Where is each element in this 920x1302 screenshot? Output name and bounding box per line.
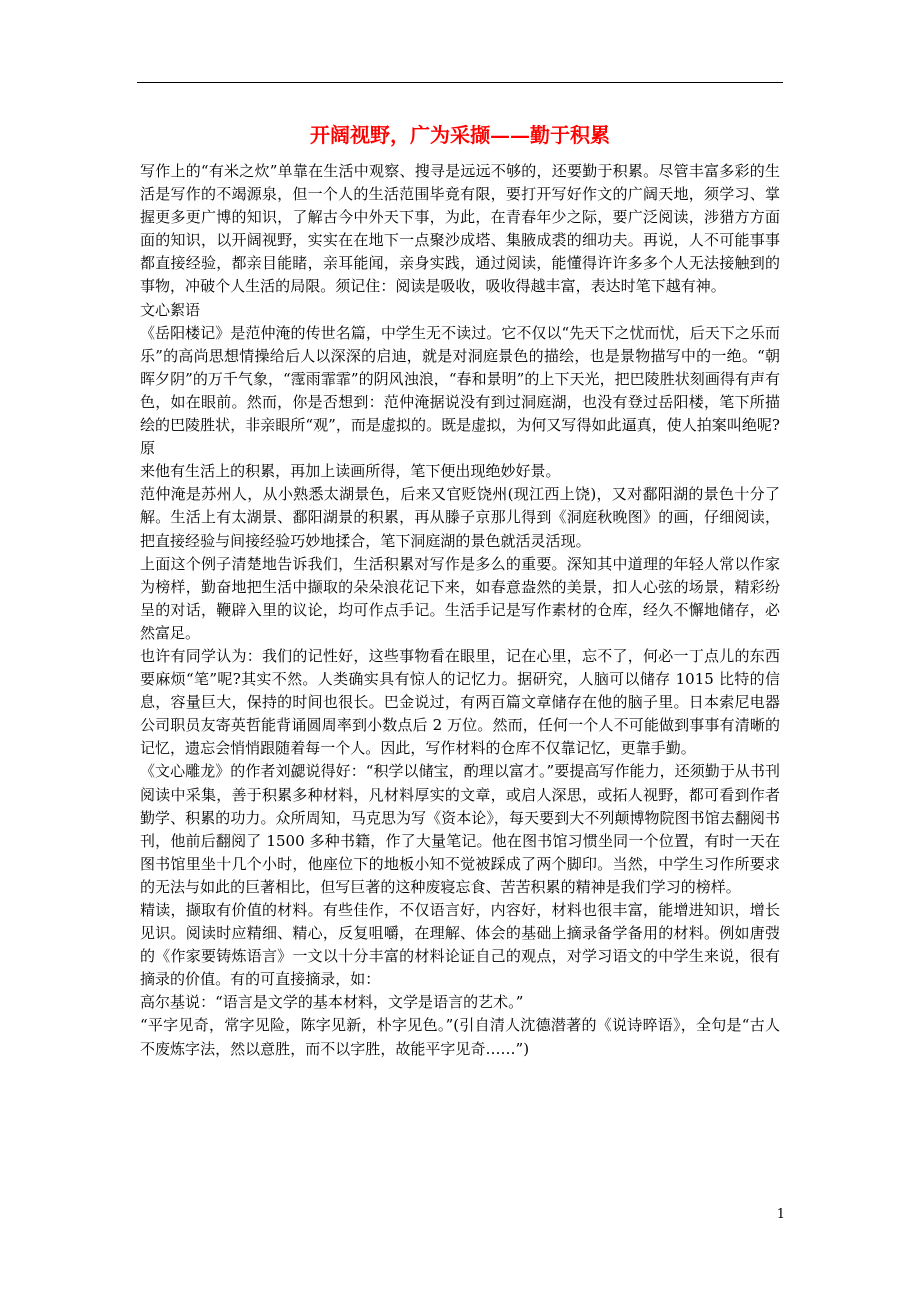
paragraph-example-lesson: 上面这个例子清楚地告诉我们，生活积累对写作是多么的重要。深知其中道理的年轻人常以作家为榜样，勤奋地把生活中撷取的朵朵浪花记下来，如春意盎然的美景，扣人心弦的场景，精彩纷呈的对话，鞭辟入里的议论，均可作点手记。生活手记是写作素材的仓库，经久不懈地储存，必然富足。 <box>140 554 780 642</box>
paragraph-yueyanglou: 《岳阳楼记》是范仲淹的传世名篇，中学生无不读过。它不仅以“先天下之忧而忧，后天下之乐而乐”的高尚思想情操给后人以深深的启迪，就是对洞庭景色的描绘，也是景物描写中的一绝。“朝晖夕阴”的万千气象，“霪雨霏霏”的阴风浊浪，“春和景明”的上下天光，把巴陵胜状刻画得有声有色，如在眼前。然而，你是否想到：范仲淹据说没有到过洞庭湖，也没有登过岳阳楼，笔下所描绘的巴陵胜状，非亲眼所“观”，而是虚拟的。既是虚拟，为何又写得如此逼真，使人拍案叫绝呢?原 <box>140 323 780 458</box>
paragraph-gorky-quote: 高尔基说：“语言是文学的基本材料，文学是语言的艺术。” <box>140 993 524 1012</box>
paragraph-final-quote: “平字见奇，常字见险，陈字见新，朴字见色。”(引自清人沈德潜著的《说诗晬语》，全句是“古人不废炼字法，然以意胜，而不以字胜，故能平字见奇……”) <box>140 1016 780 1058</box>
article-body <box>140 160 780 1061</box>
paragraph-intensive-reading: 精读，撷取有价值的材料。有些佳作，不仅语言好，内容好，材料也很丰富，能增进知识，增长见识。阅读时应精细、精心，反复咀嚼，在理解、体会的基础上摘录备学备用的材料。例如唐弢的《作家要铸炼语言》一文以十分丰富的材料论证自己的观点，对学习语文的中学生来说，很有摘录的价值。有的可直接摘录，如： <box>140 901 780 989</box>
section-heading: 文心絮语 <box>140 300 201 319</box>
page-number: 1 <box>776 1207 785 1222</box>
paragraph-wenxindiaolong: 《文心雕龙》的作者刘勰说得好：“积学以储宝，酌理以富才。”要提高写作能力，还须勤于从书刊阅读中采集，善于积累多种材料，凡材料厚实的文章，或启人深思，或拓人视野，都可看到作者勤学、积累的功力。众所周知，马克思为写《资本论》，每天要到大不列颠博物院图书馆去翻阅书刊，他前后翻阅了 1500 多种书籍，作了大量笔记。他在图书馆习惯坐同一个位置，有时一天在图书馆里坐十几个小时，他座位下的地板小知不觉被踩成了两个脚印。当然，中学生习作所要求的无法与如此的巨著相比，但写巨著的这种废寝忘食、苦苦积累的精神是我们学习的榜样。 <box>140 762 780 896</box>
paragraph-continuation: 来他有生活上的积累，再加上读画所得，笔下便出现绝妙好景。 <box>140 462 561 481</box>
paragraph-fanzhongyan: 范仲淹是苏州人，从小熟悉太湖景色，后来又官贬饶州(现江西上饶)，又对鄱阳湖的景色十分了解。生活上有太湖景、鄱阳湖景的积累，再从滕子京那儿得到《洞庭秋晚图》的画，仔细阅读，把直接经验与间接经验巧妙地揉合，笔下洞庭湖的景色就活灵活现。 <box>140 485 780 550</box>
header-rule <box>137 82 783 83</box>
paragraph-intro: 写作上的“有米之炊”单靠在生活中观察、搜寻是远远不够的，还要勤于积累。尽管丰富多彩的生活是写作的不竭源泉，但一个人的生活范围毕竟有限，要打开写好作文的广阔天地，须学习、掌握更多更广博的知识，了解古今中外天下事，为此，在青春年少之际，要广泛阅读，涉猎方方面面的知识，以开阔视野，实实在在地下一点聚沙成塔、集腋成裘的细功夫。再说，人不可能事事都直接经验，都亲目能睹，亲耳能闻，亲身实践，通过阅读，能懂得许许多多个人无法接触到的事物，冲破个人生活的局限。须记住：阅读是吸收，吸收得越丰富，表达时笔下越有神。 <box>140 162 780 296</box>
article-title: 开阔视野，广为采撷——勤于积累 <box>310 123 610 147</box>
paragraph-memory: 也许有同学认为：我们的记性好，这些事物看在眼里，记在心里，忘不了，何必一丁点儿的东西要麻烦“笔”呢?其实不然。人类确实具有惊人的记忆力。据研究，人脑可以储存 1015 比特的信息，容量巨大，保持的时间也很长。巴金说过，有两百篇文章储存在他的脑子里。日本索尼电器公司职员友寄英哲能背诵圆周率到小数点后 2 万位。然而，任何一个人不可能做到事事有清晰的记忆，遗忘会悄悄跟随着每一个人。因此，写作材料的仓库不仅靠记忆，更靠手勤。 <box>140 646 780 758</box>
